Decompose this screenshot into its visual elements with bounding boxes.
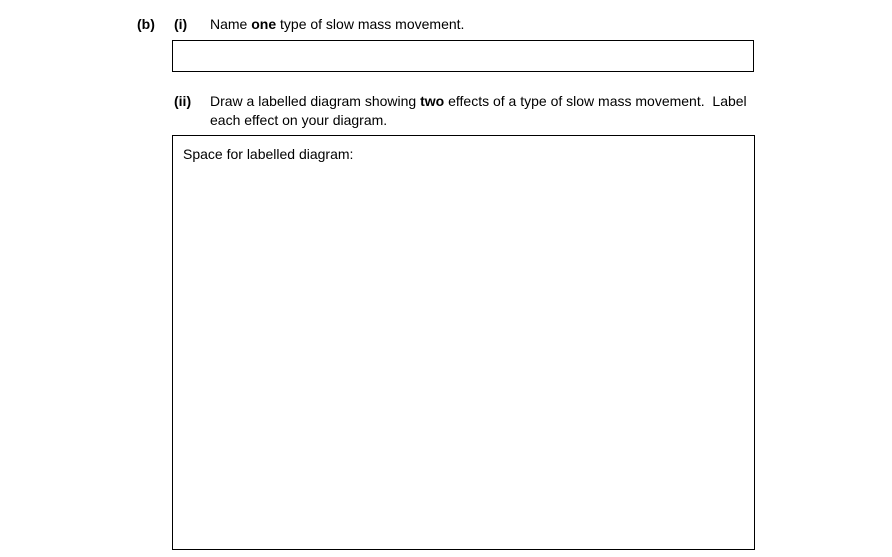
sub-ii-line1-before: Draw a labelled diagram showing xyxy=(210,93,421,109)
sub-i-text-before: Name xyxy=(210,16,252,32)
sub-ii-line1-bold: two xyxy=(420,93,445,109)
sub-i-answer-box[interactable] xyxy=(172,40,754,72)
sub-ii-prompt-line2: each effect on your diagram. xyxy=(210,112,388,128)
diagram-caption: Space for labelled diagram: xyxy=(183,146,354,162)
sub-i-text-after: type of slow mass movement. xyxy=(276,16,465,32)
sub-i-label: (i) xyxy=(174,16,188,32)
sub-ii-prompt-line1 xyxy=(210,92,747,111)
sub-i-prompt xyxy=(210,15,464,34)
diagram-answer-box[interactable] xyxy=(172,135,755,550)
sub-ii-label: (ii) xyxy=(174,93,192,109)
sub-ii-line1-after: effects of a type of slow mass movement. Label xyxy=(444,93,747,109)
sub-i-text-bold: one xyxy=(251,16,277,32)
part-b-label: (b) xyxy=(137,16,155,32)
